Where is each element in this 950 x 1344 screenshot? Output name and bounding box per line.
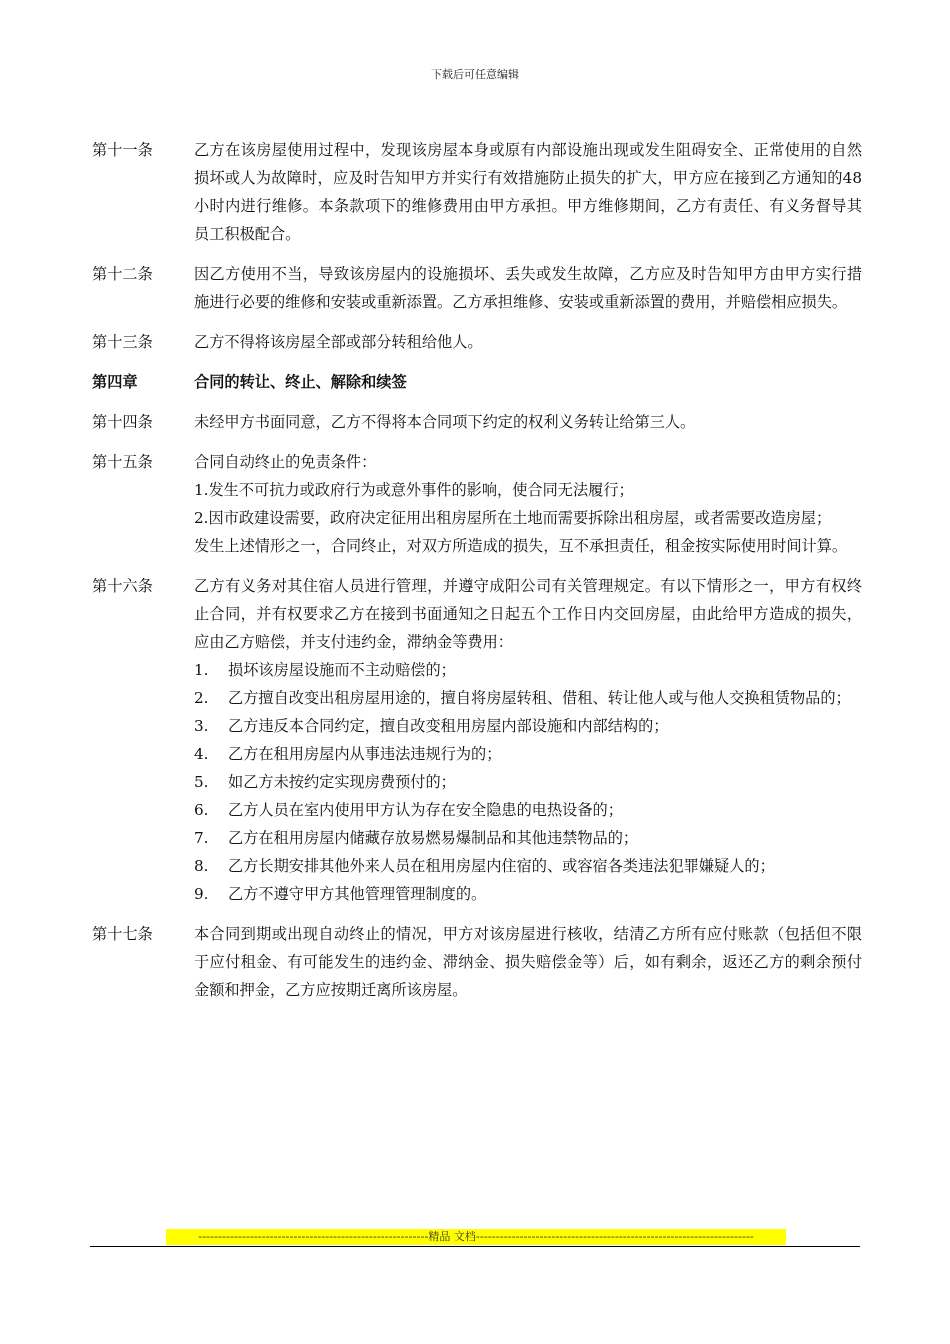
article-text bbox=[194, 448, 862, 560]
list-number: 3. bbox=[194, 717, 209, 735]
list-item bbox=[194, 656, 862, 684]
list-text: 乙方在租用房屋内储藏存放易燃易爆制品和其他违禁物品的； bbox=[228, 829, 639, 847]
article-text: 因乙方使用不当，导致该房屋内的设施损坏、丢失或发生故障，乙方应及时告知甲方由甲方实行措施进行必要的维修和安装或重新添置。乙方承担维修、安装或重新添置的费用，并赔偿相应损失。 bbox=[194, 265, 862, 311]
list-number: 5. bbox=[194, 773, 209, 791]
document-body bbox=[92, 136, 862, 1016]
list-text: 乙方人员在室内使用甲方认为存在安全隐患的电热设备的； bbox=[228, 801, 623, 819]
article-intro: 乙方有义务对其住宿人员进行管理，并遵守成阳公司有关管理规定。有以下情形之一，甲方有权终止合同，并有权要求乙方在接到书面通知之日起五个工作日内交回房屋，由此给甲方造成的损失，应由乙方赔偿，并支付违约金，滞纳金等费用： bbox=[194, 577, 862, 651]
chapter-label: 第四章 bbox=[92, 373, 138, 391]
list-item bbox=[194, 880, 862, 908]
list-item bbox=[194, 768, 862, 796]
article-label: 第十七条 bbox=[92, 925, 153, 943]
article-text bbox=[194, 572, 862, 908]
article-label: 第十二条 bbox=[92, 265, 153, 283]
article-13 bbox=[92, 328, 862, 356]
list-text: 乙方违反本合同约定，擅自改变租用房屋内部设施和内部结构的； bbox=[228, 717, 669, 735]
article-text: 乙方不得将该房屋全部或部分转租给他人。 bbox=[194, 333, 483, 351]
list-number: 4. bbox=[194, 745, 209, 763]
list-number: 2. bbox=[194, 689, 209, 707]
article-label: 第十一条 bbox=[92, 141, 153, 159]
article-12 bbox=[92, 260, 862, 316]
list-number: 6. bbox=[194, 801, 209, 819]
list-item bbox=[194, 712, 862, 740]
list-item bbox=[194, 852, 862, 880]
list-number: 1. bbox=[194, 661, 209, 679]
list-number: 7. bbox=[194, 829, 209, 847]
article-line: 发生上述情形之一，合同终止，对双方所造成的损失，互不承担责任，租金按实际使用时间计算。 bbox=[194, 537, 848, 555]
list-text: 乙方擅自改变出租房屋用途的，擅自将房屋转租、借租、转让他人或与他人交换租赁物品的； bbox=[228, 689, 851, 707]
article-15 bbox=[92, 448, 862, 560]
list-item bbox=[194, 824, 862, 852]
violation-list bbox=[194, 656, 862, 908]
list-item bbox=[194, 796, 862, 824]
article-text: 未经甲方书面同意，乙方不得将本合同项下约定的权利义务转让给第三人。 bbox=[194, 413, 696, 431]
article-14 bbox=[92, 408, 862, 436]
header-note: 下载后可任意编辑 bbox=[431, 68, 519, 81]
article-label: 第十四条 bbox=[92, 413, 153, 431]
article-text: 乙方在该房屋使用过程中，发现该房屋本身或原有内部设施出现或发生阻碍安全、正常使用的自然损坏或人为故障时，应及时告知甲方并实行有效措施防止损失的扩大，甲方应在接到乙方通知的48小时内进行维修。本条款项下的维修费用由甲方承担。甲方维修期间，乙方有责任、有义务督导其员工积极配合。 bbox=[194, 141, 862, 243]
list-text: 乙方不遵守甲方其他管理管理制度的。 bbox=[228, 885, 487, 903]
list-text: 损坏该房屋设施而不主动赔偿的； bbox=[228, 661, 456, 679]
article-11 bbox=[92, 136, 862, 248]
list-text: 如乙方未按约定实现房费预付的； bbox=[228, 773, 456, 791]
article-16 bbox=[92, 572, 862, 908]
article-label: 第十六条 bbox=[92, 577, 153, 595]
list-text: 乙方在租用房屋内从事违法违规行为的； bbox=[228, 745, 502, 763]
article-text: 本合同到期或出现自动终止的情况，甲方对该房屋进行核收，结清乙方所有应付账款（包括但不限于应付租金、有可能发生的违约金、滞纳金、损失赔偿金等）后，如有剩余，返还乙方的剩余预付金额和押金，乙方应按期迁离所该房屋。 bbox=[194, 925, 862, 999]
list-number: 9. bbox=[194, 885, 209, 903]
list-item bbox=[194, 740, 862, 768]
list-item bbox=[194, 684, 862, 712]
list-text: 乙方长期安排其他外来人员在租用房屋内住宿的、或容宿各类违法犯罪嫌疑人的； bbox=[228, 857, 775, 875]
article-line: 2.因市政建设需要，政府决定征用出租房屋所在土地而需要拆除出租房屋，或者需要改造房屋； bbox=[194, 509, 832, 527]
article-line: 合同自动终止的免责条件： bbox=[194, 453, 377, 471]
chapter-title: 合同的转让、终止、解除和续签 bbox=[194, 373, 407, 391]
list-number: 8. bbox=[194, 857, 209, 875]
chapter-4-heading bbox=[92, 368, 862, 396]
article-line: 1.发生不可抗力或政府行为或意外事件的影响，使合同无法履行； bbox=[194, 481, 634, 499]
article-label: 第十三条 bbox=[92, 333, 153, 351]
article-label: 第十五条 bbox=[92, 453, 153, 471]
footer-divider bbox=[90, 1246, 860, 1247]
footer-banner: ----------------------------------------------------------精品 文档---------------------------------------------------------------------- bbox=[166, 1229, 786, 1245]
article-17 bbox=[92, 920, 862, 1004]
